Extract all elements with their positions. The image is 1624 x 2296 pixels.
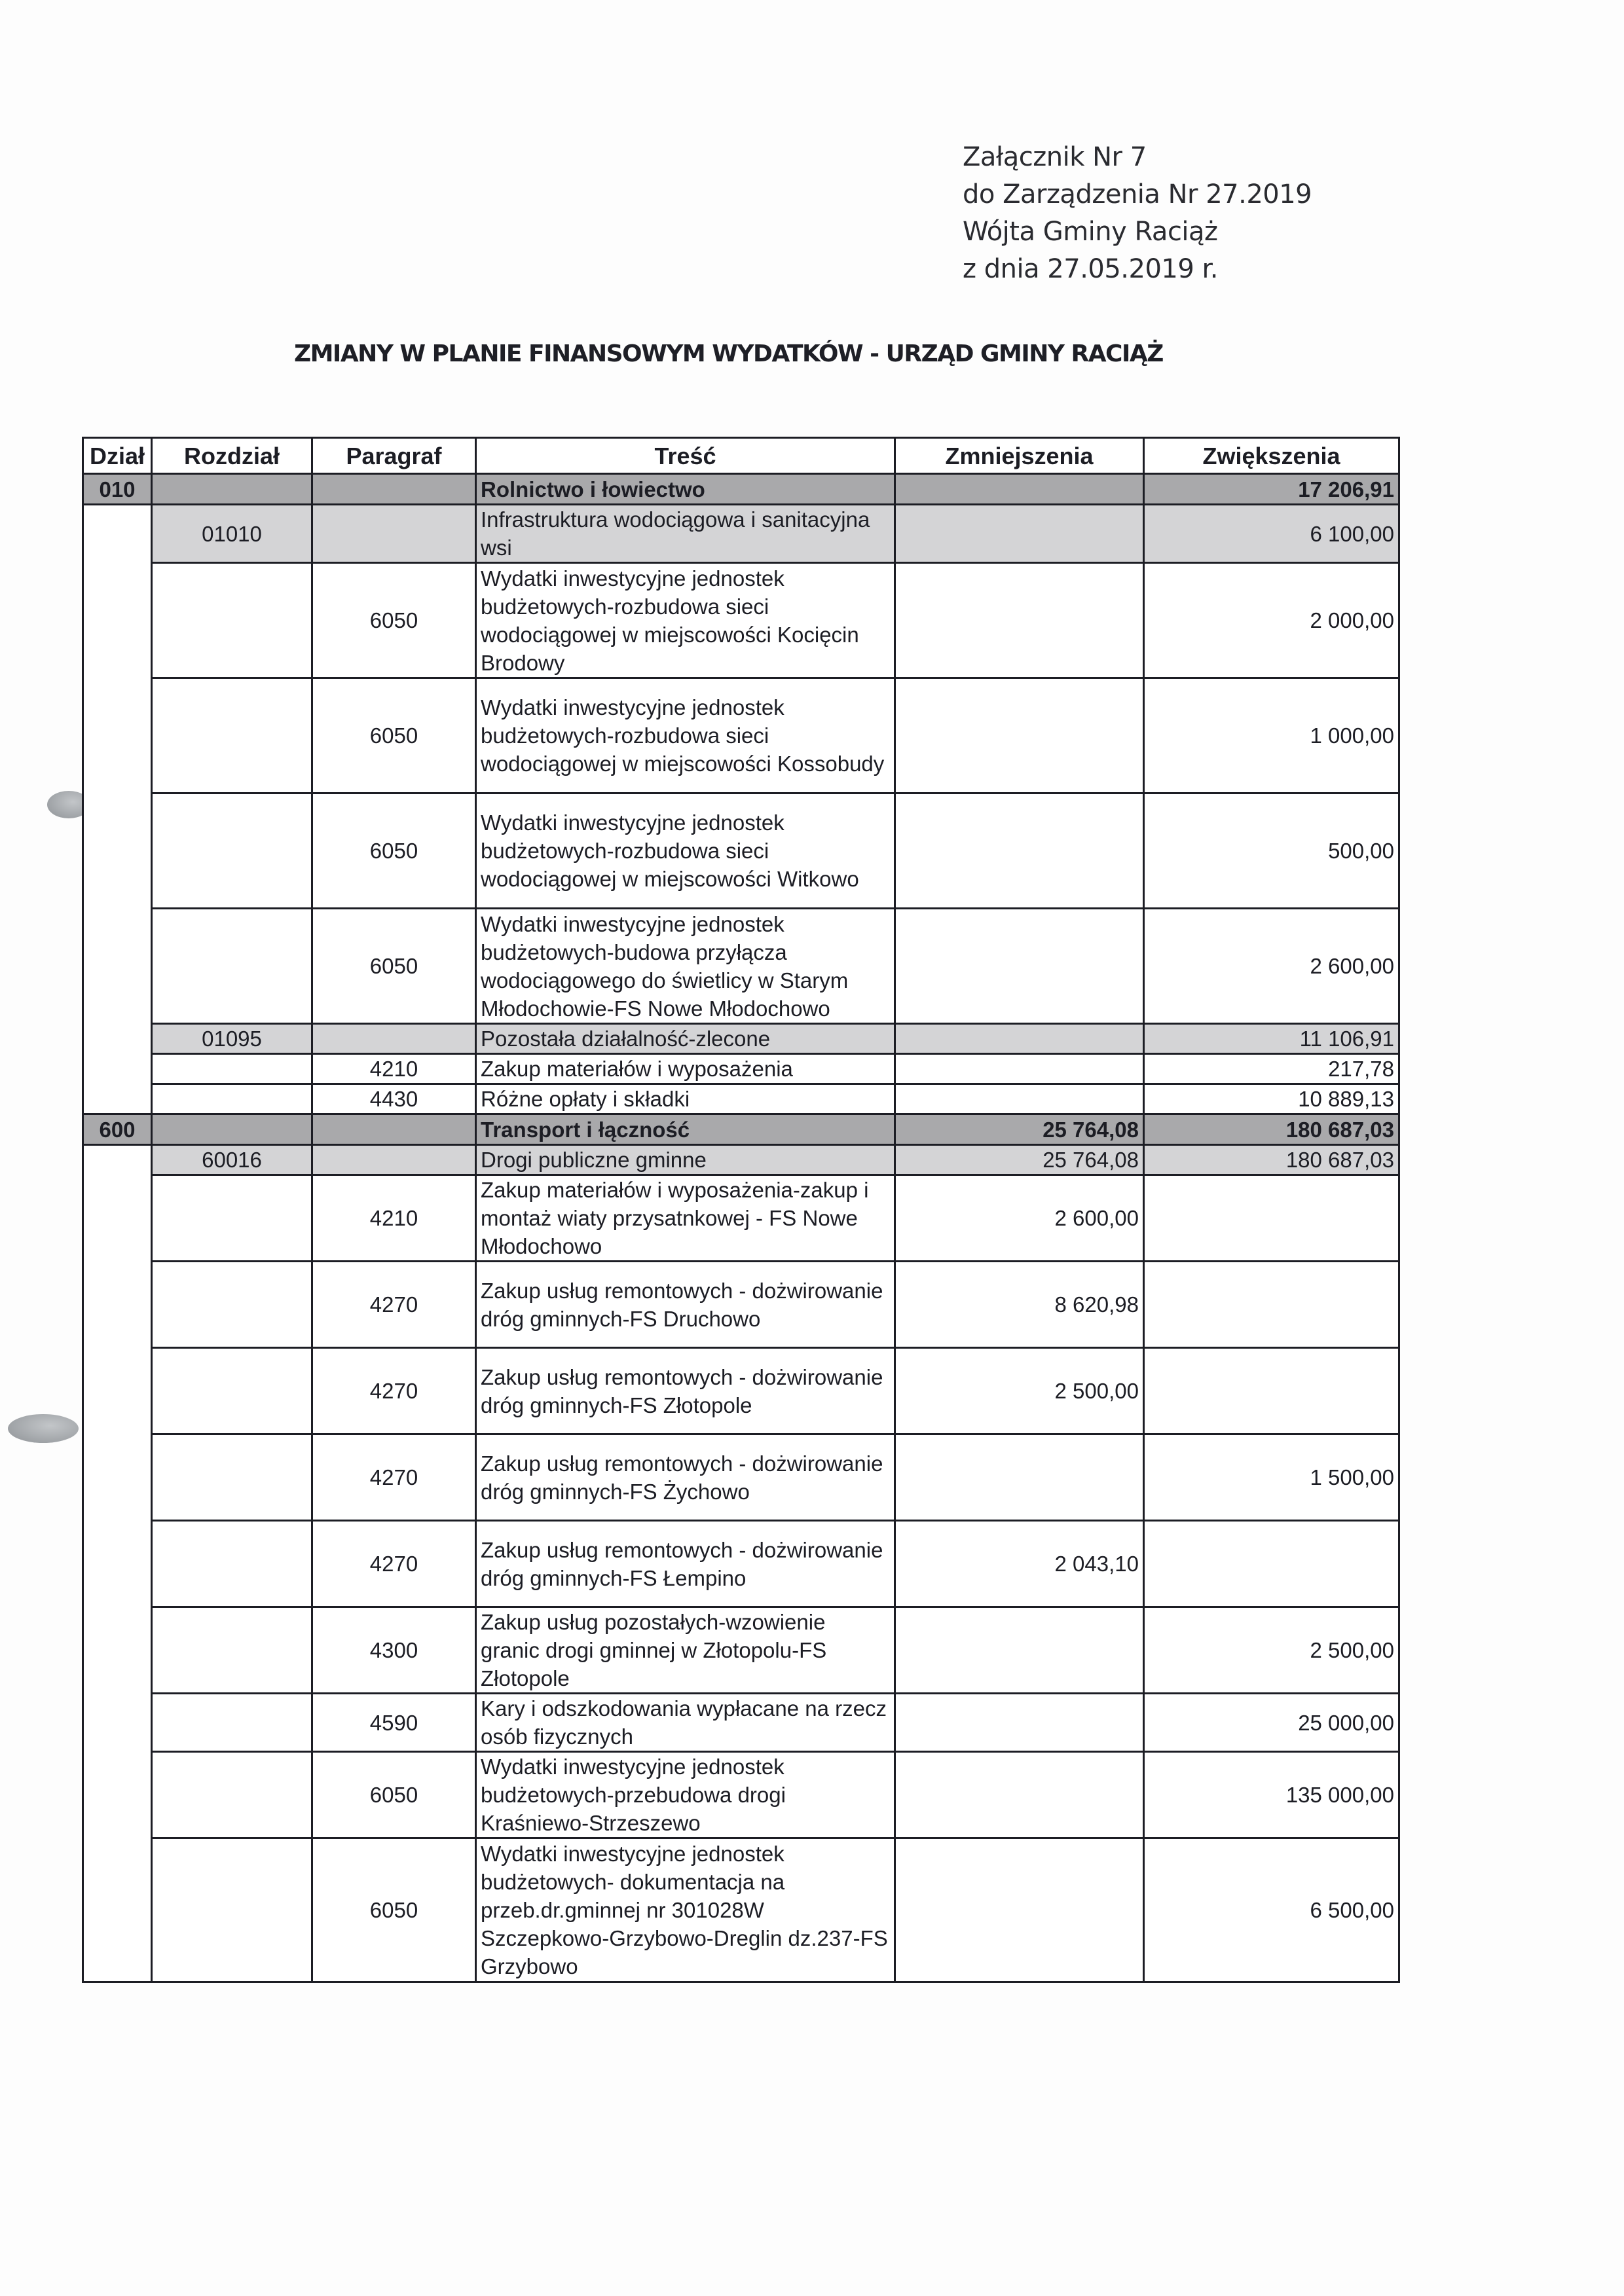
cell-tresc: Zakup usług pozostałych-wzowienie granic drogi gminnej w Złotopolu-FS Złotopole	[476, 1607, 895, 1694]
cell-zmniejszenia	[895, 563, 1144, 678]
cell-dzial: 600	[83, 1114, 152, 1145]
cell-rozdzial	[152, 1838, 312, 1982]
cell-zwiekszenia: 180 687,03	[1144, 1114, 1399, 1145]
header-zmniejszenia: Zmniejszenia	[895, 438, 1144, 474]
cell-zwiekszenia: 500,00	[1144, 793, 1399, 909]
cell-rozdzial	[152, 1752, 312, 1838]
cell-zmniejszenia: 25 764,08	[895, 1114, 1144, 1145]
cell-rozdzial	[152, 1054, 312, 1084]
header-zwiekszenia: Zwiększenia	[1144, 438, 1399, 474]
cell-zwiekszenia: 6 500,00	[1144, 1838, 1399, 1982]
cell-paragraf: 4270	[312, 1348, 476, 1434]
cell-tresc: Rolnictwo i łowiectwo	[476, 474, 895, 505]
cell-zwiekszenia: 2 600,00	[1144, 909, 1399, 1024]
table-row	[83, 1521, 1399, 1607]
cell-zmniejszenia	[895, 1434, 1144, 1521]
cell-tresc: Wydatki inwestycyjne jednostek budżetowych-rozbudowa sieci wodociągowej w miejscowości Kossobudy	[476, 678, 895, 793]
cell-paragraf: 4270	[312, 1521, 476, 1607]
cell-zwiekszenia: 17 206,91	[1144, 474, 1399, 505]
table-row-dzial	[83, 474, 1399, 505]
cell-paragraf: 4430	[312, 1084, 476, 1114]
cell-rozdzial	[152, 1262, 312, 1348]
cell-tresc: Wydatki inwestycyjne jednostek budżetowych-budowa przyłącza wodociągowego do świetlicy w Starym Młodochowie-FS Nowe Młodochowo	[476, 909, 895, 1024]
budget-changes-table	[82, 437, 1400, 1983]
cell-rozdzial	[152, 1694, 312, 1752]
cell-rozdzial	[152, 1175, 312, 1262]
cell-zmniejszenia	[895, 1752, 1144, 1838]
cell-tresc: Wydatki inwestycyjne jednostek budżetowych-rozbudowa sieci wodociągowej w miejscowości Kocięcin Brodowy	[476, 563, 895, 678]
cell-tresc: Drogi publiczne gminne	[476, 1145, 895, 1175]
cell-tresc: Wydatki inwestycyjne jednostek budżetowych-rozbudowa sieci wodociągowej w miejscowości Witkowo	[476, 793, 895, 909]
cell-zmniejszenia	[895, 1024, 1144, 1054]
cell-paragraf	[312, 1145, 476, 1175]
cell-zwiekszenia: 135 000,00	[1144, 1752, 1399, 1838]
cell-zmniejszenia	[895, 1838, 1144, 1982]
cell-zmniejszenia	[895, 1084, 1144, 1114]
cell-rozdzial	[152, 474, 312, 505]
cell-tresc: Zakup materiałów i wyposażenia-zakup i montaż wiaty przysatnkowej - FS Nowe Młodochowo	[476, 1175, 895, 1262]
cell-zwiekszenia: 180 687,03	[1144, 1145, 1399, 1175]
cell-zwiekszenia	[1144, 1175, 1399, 1262]
cell-paragraf: 6050	[312, 909, 476, 1024]
cell-zmniejszenia	[895, 1694, 1144, 1752]
binder-hole-mark	[8, 1414, 79, 1443]
table-row	[83, 1262, 1399, 1348]
header-paragraf: Paragraf	[312, 438, 476, 474]
cell-paragraf: 6050	[312, 793, 476, 909]
cell-zmniejszenia	[895, 474, 1144, 505]
cell-zwiekszenia: 25 000,00	[1144, 1694, 1399, 1752]
cell-tresc: Wydatki inwestycyjne jednostek budżetowych- dokumentacja na przeb.dr.gminnej nr 301028W Szczepkowo-Grzybowo-Dreglin dz.237-FS Grzybowo	[476, 1838, 895, 1982]
cell-zwiekszenia	[1144, 1262, 1399, 1348]
cell-paragraf: 4210	[312, 1175, 476, 1262]
cell-paragraf: 4590	[312, 1694, 476, 1752]
cell-rozdzial	[152, 909, 312, 1024]
header-dzial: Dział	[83, 438, 152, 474]
table-row	[83, 909, 1399, 1024]
annex-header	[963, 139, 1312, 288]
cell-paragraf: 6050	[312, 1752, 476, 1838]
cell-tresc: Transport i łączność	[476, 1114, 895, 1145]
table-row-rozdzial	[83, 1145, 1399, 1175]
cell-zwiekszenia: 11 106,91	[1144, 1024, 1399, 1054]
cell-rozdzial	[152, 793, 312, 909]
cell-rozdzial	[152, 1114, 312, 1145]
cell-rozdzial	[152, 1434, 312, 1521]
table-row-dzial	[83, 1114, 1399, 1145]
cell-rozdzial	[152, 563, 312, 678]
cell-zmniejszenia	[895, 678, 1144, 793]
table-row	[83, 1607, 1399, 1694]
cell-zmniejszenia	[895, 1054, 1144, 1084]
table-row	[83, 1838, 1399, 1982]
cell-tresc: Różne opłaty i składki	[476, 1084, 895, 1114]
cell-zwiekszenia	[1144, 1521, 1399, 1607]
cell-paragraf: 6050	[312, 1838, 476, 1982]
cell-zwiekszenia: 1 500,00	[1144, 1434, 1399, 1521]
cell-zwiekszenia: 2 000,00	[1144, 563, 1399, 678]
header-rozdzial: Rozdział	[152, 438, 312, 474]
table-header-row	[83, 438, 1399, 474]
cell-paragraf	[312, 1114, 476, 1145]
cell-zmniejszenia: 25 764,08	[895, 1145, 1144, 1175]
cell-zmniejszenia	[895, 793, 1144, 909]
annex-date: z dnia 27.05.2019 r.	[963, 254, 1219, 284]
cell-zmniejszenia: 2 043,10	[895, 1521, 1144, 1607]
table-row	[83, 1175, 1399, 1262]
cell-rozdzial	[152, 1348, 312, 1434]
table-row	[83, 1348, 1399, 1434]
annex-issuer: Wójta Gminy Raciąż	[963, 217, 1218, 247]
table-row	[83, 1084, 1399, 1114]
document-title: ZMIANY W PLANIE FINANSOWYM WYDATKÓW - URZĄD GMINY RACIĄŻ	[294, 340, 1163, 367]
cell-tresc: Zakup usług remontowych - dożwirowanie dróg gminnych-FS Łempino	[476, 1521, 895, 1607]
annex-number: Załącznik Nr 7	[963, 142, 1147, 172]
cell-zmniejszenia: 2 500,00	[895, 1348, 1144, 1434]
cell-dzial: 010	[83, 474, 152, 505]
table-row	[83, 563, 1399, 678]
table-row-rozdzial	[83, 1024, 1399, 1054]
cell-paragraf: 6050	[312, 678, 476, 793]
table-row	[83, 793, 1399, 909]
cell-tresc: Wydatki inwestycyjne jednostek budżetowych-przebudowa drogi Kraśniewo-Strzeszewo	[476, 1752, 895, 1838]
cell-rozdzial	[152, 1084, 312, 1114]
cell-paragraf	[312, 474, 476, 505]
cell-tresc: Zakup materiałów i wyposażenia	[476, 1054, 895, 1084]
cell-dzial-merged	[83, 1145, 152, 1982]
cell-zmniejszenia	[895, 505, 1144, 563]
cell-rozdzial: 60016	[152, 1145, 312, 1175]
table-row-rozdzial	[83, 505, 1399, 563]
cell-paragraf: 4300	[312, 1607, 476, 1694]
cell-paragraf: 6050	[312, 563, 476, 678]
cell-tresc: Zakup usług remontowych - dożwirowanie dróg gminnych-FS Żychowo	[476, 1434, 895, 1521]
table-row	[83, 678, 1399, 793]
cell-zmniejszenia	[895, 1607, 1144, 1694]
cell-zmniejszenia	[895, 909, 1144, 1024]
cell-zwiekszenia: 10 889,13	[1144, 1084, 1399, 1114]
cell-dzial-merged	[83, 505, 152, 1114]
cell-tresc: Infrastruktura wodociągowa i sanitacyjna wsi	[476, 505, 895, 563]
table-row	[83, 1054, 1399, 1084]
cell-paragraf	[312, 1024, 476, 1054]
table-row	[83, 1752, 1399, 1838]
cell-rozdzial	[152, 678, 312, 793]
cell-rozdzial: 01010	[152, 505, 312, 563]
cell-zmniejszenia: 8 620,98	[895, 1262, 1144, 1348]
table-row	[83, 1434, 1399, 1521]
header-tresc: Treść	[476, 438, 895, 474]
cell-rozdzial	[152, 1607, 312, 1694]
cell-rozdzial: 01095	[152, 1024, 312, 1054]
cell-zwiekszenia	[1144, 1348, 1399, 1434]
cell-zwiekszenia: 217,78	[1144, 1054, 1399, 1084]
cell-zwiekszenia: 1 000,00	[1144, 678, 1399, 793]
annex-ordinance: do Zarządzenia Nr 27.2019	[963, 179, 1312, 210]
cell-paragraf	[312, 505, 476, 563]
cell-paragraf: 4270	[312, 1434, 476, 1521]
cell-paragraf: 4210	[312, 1054, 476, 1084]
cell-tresc: Zakup usług remontowych - dożwirowanie dróg gminnych-FS Złotopole	[476, 1348, 895, 1434]
cell-rozdzial	[152, 1521, 312, 1607]
cell-zwiekszenia: 6 100,00	[1144, 505, 1399, 563]
table-row	[83, 1694, 1399, 1752]
cell-tresc: Pozostała działalność-zlecone	[476, 1024, 895, 1054]
cell-paragraf: 4270	[312, 1262, 476, 1348]
cell-tresc: Kary i odszkodowania wypłacane na rzecz osób fizycznych	[476, 1694, 895, 1752]
cell-zwiekszenia: 2 500,00	[1144, 1607, 1399, 1694]
cell-zmniejszenia: 2 600,00	[895, 1175, 1144, 1262]
cell-tresc: Zakup usług remontowych - dożwirowanie dróg gminnych-FS Druchowo	[476, 1262, 895, 1348]
